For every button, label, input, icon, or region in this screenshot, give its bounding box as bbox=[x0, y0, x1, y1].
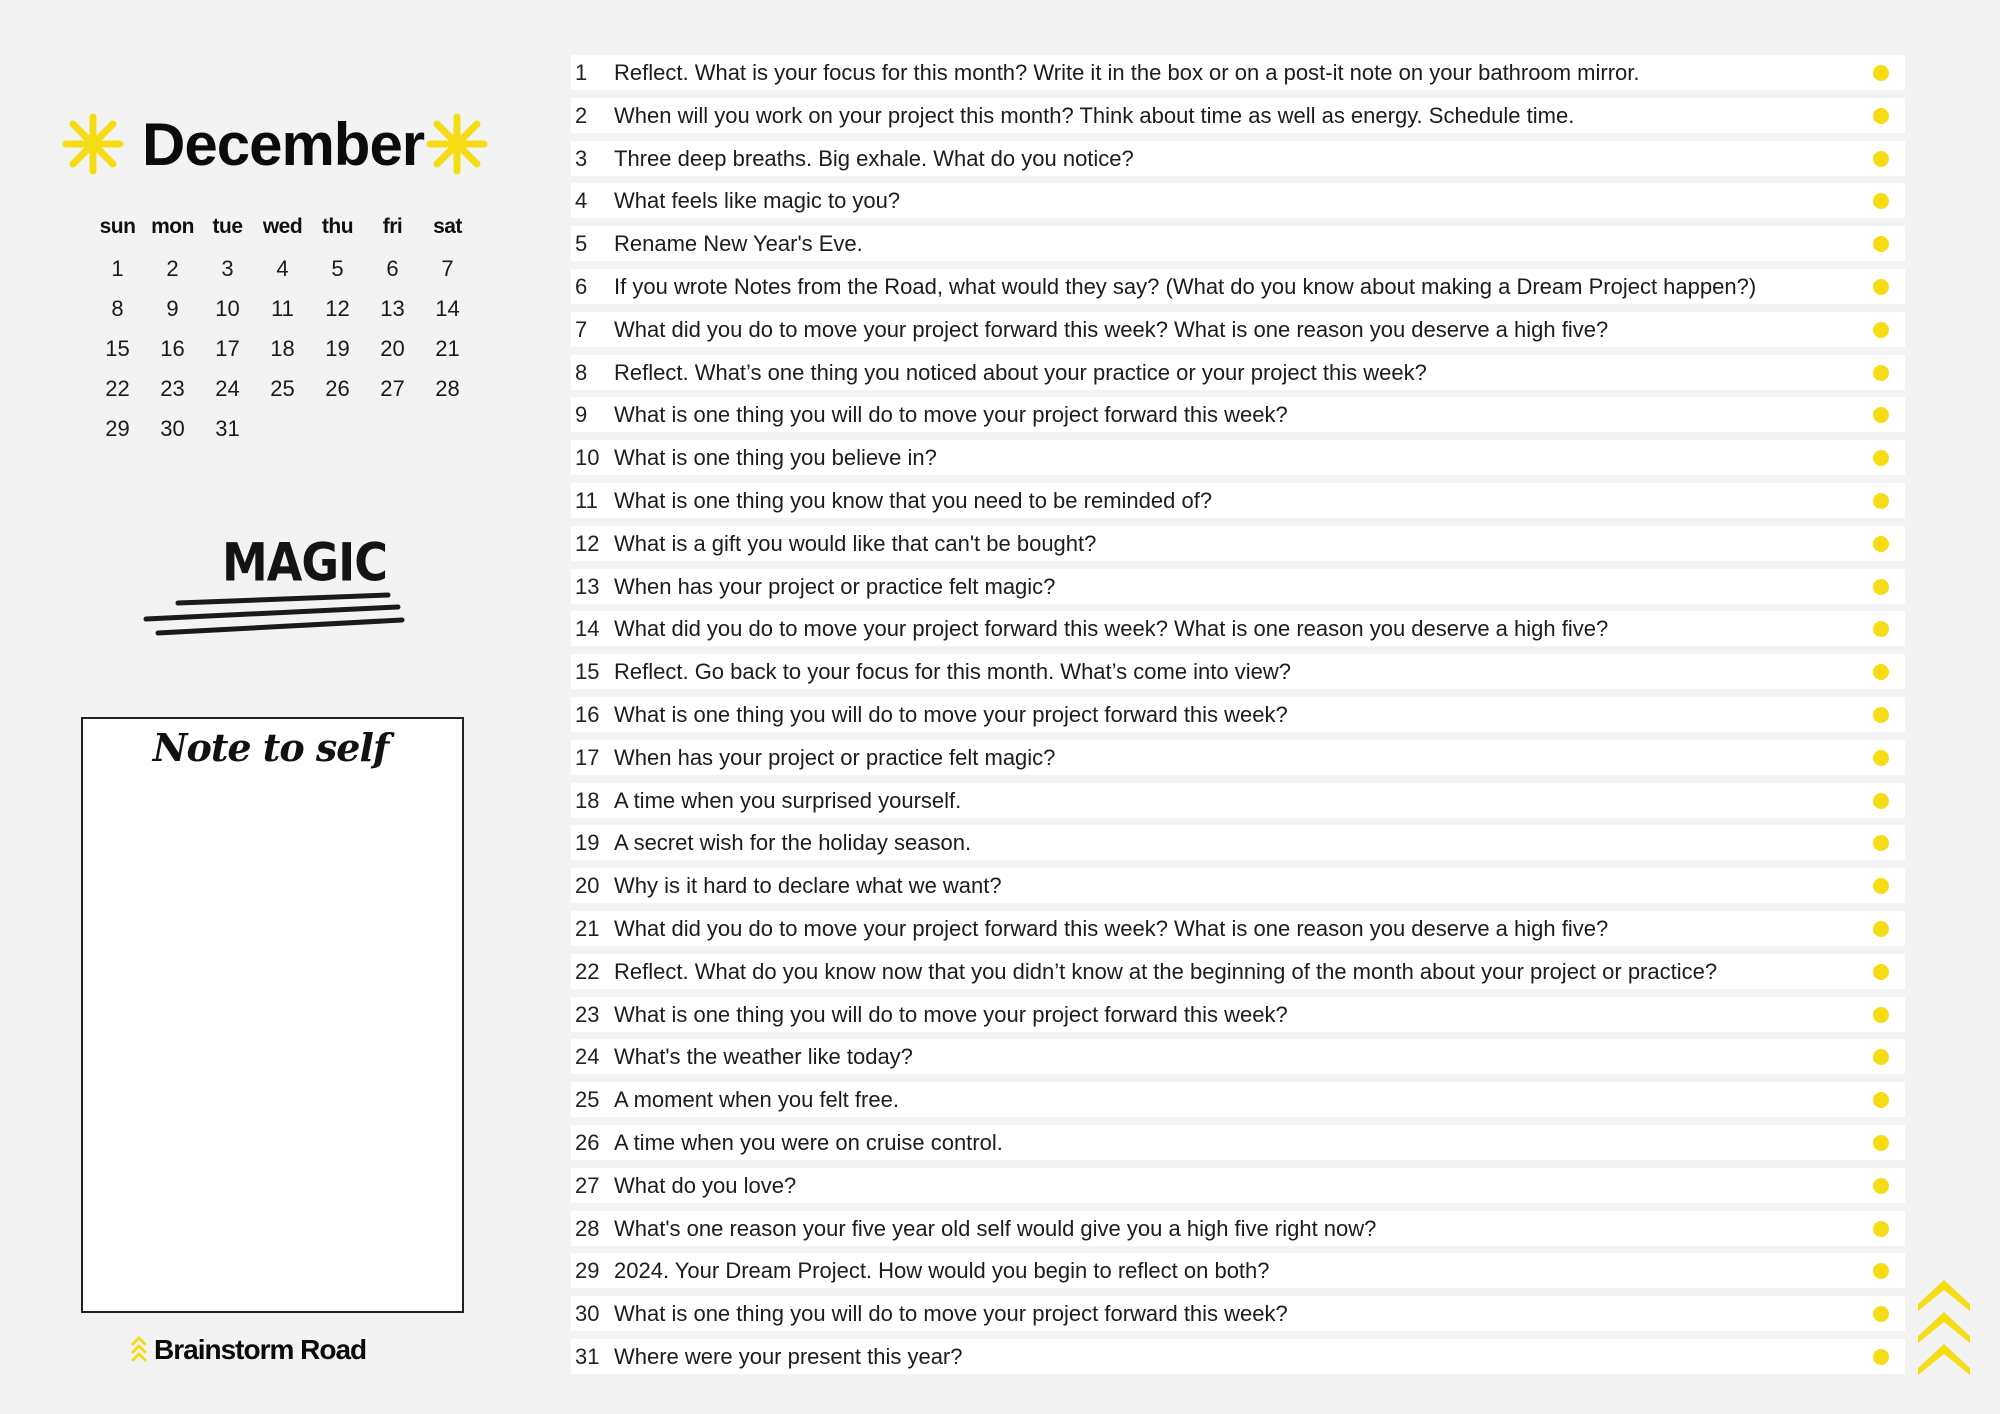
weekday-header: sat bbox=[433, 215, 462, 238]
prompt-row bbox=[571, 954, 1905, 989]
prompt-text: When has your project or practice felt magic? bbox=[614, 573, 1056, 599]
note-title: Note to self bbox=[152, 725, 389, 770]
prompt-day-number: 20 bbox=[575, 873, 600, 899]
completion-dot-icon[interactable] bbox=[1873, 664, 1889, 680]
prompt-day-number: 12 bbox=[575, 530, 600, 556]
calendar-day bbox=[365, 409, 420, 449]
prompt-row bbox=[571, 1296, 1905, 1331]
prompt-day-number: 26 bbox=[575, 1129, 600, 1155]
completion-dot-icon[interactable] bbox=[1873, 450, 1889, 466]
calendar-day[interactable]: 18 bbox=[270, 336, 295, 361]
calendar-day[interactable]: 29 bbox=[105, 416, 130, 441]
completion-dot-icon[interactable] bbox=[1873, 108, 1889, 124]
prompt-day-number: 8 bbox=[575, 359, 588, 385]
calendar-day[interactable]: 10 bbox=[215, 296, 240, 321]
calendar-day[interactable]: 1 bbox=[111, 256, 124, 281]
completion-dot-icon[interactable] bbox=[1873, 835, 1889, 851]
prompt-day-number: 23 bbox=[575, 1001, 600, 1027]
prompt-day-number: 7 bbox=[575, 316, 588, 342]
magic-section bbox=[140, 530, 420, 645]
prompt-row bbox=[571, 1082, 1905, 1117]
prompt-text: Why is it hard to declare what we want? bbox=[614, 873, 1002, 899]
prompt-row bbox=[571, 226, 1905, 261]
prompt-day-number: 2 bbox=[575, 102, 588, 128]
prompt-text: When has your project or practice felt magic? bbox=[614, 744, 1056, 770]
prompt-day-number: 14 bbox=[575, 616, 600, 642]
prompt-row bbox=[571, 783, 1905, 818]
prompt-text: Reflect. What is your focus for this month? Write it in the box or on a post-it note on your bathroom mirror. bbox=[614, 60, 1640, 85]
prompt-day-number: 30 bbox=[575, 1301, 600, 1327]
prompt-row bbox=[571, 868, 1905, 903]
calendar-day[interactable]: 8 bbox=[111, 296, 124, 321]
sparkle-icon bbox=[62, 113, 124, 175]
calendar-day[interactable]: 13 bbox=[380, 296, 405, 321]
completion-dot-icon[interactable] bbox=[1873, 365, 1889, 381]
prompt-row bbox=[571, 997, 1905, 1032]
prompt-row bbox=[571, 569, 1905, 604]
prompt-row bbox=[571, 1253, 1905, 1288]
completion-dot-icon[interactable] bbox=[1873, 921, 1889, 937]
completion-dot-icon[interactable] bbox=[1873, 707, 1889, 723]
magic-label: MAGIC bbox=[222, 530, 388, 594]
prompt-day-number: 29 bbox=[575, 1258, 600, 1284]
completion-dot-icon[interactable] bbox=[1873, 322, 1889, 338]
prompt-row bbox=[571, 654, 1905, 689]
prompt-text: A time when you were on cruise control. bbox=[614, 1129, 1003, 1155]
prompt-day-number: 11 bbox=[575, 487, 598, 513]
completion-dot-icon[interactable] bbox=[1873, 878, 1889, 894]
prompt-row bbox=[571, 1211, 1905, 1246]
prompt-day-number: 4 bbox=[575, 188, 588, 214]
prompt-text: What did you do to move your project forward this week? What is one reason you deserve a high five? bbox=[614, 316, 1609, 342]
prompt-day-number: 17 bbox=[575, 744, 600, 770]
brand-name: Brainstorm Road bbox=[154, 1334, 367, 1365]
calendar-day[interactable]: 23 bbox=[160, 376, 185, 401]
completion-dot-icon[interactable] bbox=[1873, 1349, 1889, 1365]
completion-dot-icon[interactable] bbox=[1873, 65, 1889, 81]
completion-dot-icon[interactable] bbox=[1873, 407, 1889, 423]
prompt-row bbox=[571, 440, 1905, 475]
prompt-row bbox=[571, 55, 1905, 90]
completion-dot-icon[interactable] bbox=[1873, 579, 1889, 595]
prompt-text: What is a gift you would like that can't be bought? bbox=[614, 530, 1097, 556]
prompt-text: When will you work on your project this month? Think about time as well as energy. Schedule time. bbox=[614, 102, 1575, 128]
prompt-text: A moment when you felt free. bbox=[614, 1087, 899, 1113]
calendar-day[interactable]: 11 bbox=[271, 296, 294, 321]
calendar-grid bbox=[90, 205, 480, 449]
completion-dot-icon[interactable] bbox=[1873, 1178, 1889, 1194]
prompt-day-number: 21 bbox=[575, 915, 600, 941]
sparkle-icon bbox=[426, 113, 488, 175]
prompt-text: What is one thing you know that you need to be reminded of? bbox=[614, 487, 1213, 513]
calendar-day[interactable]: 4 bbox=[276, 256, 289, 281]
prompt-text: What's one reason your five year old self would give you a high five right now? bbox=[614, 1215, 1377, 1241]
prompt-text: What did you do to move your project forward this week? What is one reason you deserve a high five? bbox=[614, 915, 1609, 941]
prompt-day-number: 6 bbox=[575, 273, 588, 299]
chevron-up-icon bbox=[130, 1335, 148, 1365]
calendar-day[interactable]: 6 bbox=[386, 256, 399, 281]
completion-dot-icon[interactable] bbox=[1873, 493, 1889, 509]
prompt-day-number: 25 bbox=[575, 1087, 600, 1113]
prompt-text: 2024. Your Dream Project. How would you begin to reflect on both? bbox=[614, 1258, 1270, 1284]
weekday-header: wed bbox=[262, 215, 303, 238]
calendar-day[interactable]: 22 bbox=[105, 376, 130, 401]
calendar-day[interactable]: 5 bbox=[331, 256, 344, 281]
prompt-row bbox=[571, 98, 1905, 133]
prompt-text: Reflect. What’s one thing you noticed about your practice or your project this week? bbox=[614, 359, 1427, 385]
underline-strokes-icon bbox=[140, 535, 420, 645]
prompt-day-number: 15 bbox=[575, 659, 600, 685]
calendar-day[interactable]: 12 bbox=[325, 296, 350, 321]
prompt-row bbox=[571, 312, 1905, 347]
completion-dot-icon[interactable] bbox=[1873, 1007, 1889, 1023]
prompt-row bbox=[571, 397, 1905, 432]
calendar-day[interactable]: 25 bbox=[270, 376, 295, 401]
prompt-text: What feels like magic to you? bbox=[614, 188, 901, 214]
prompt-row bbox=[571, 1168, 1905, 1203]
weekday-header: mon bbox=[151, 215, 194, 238]
calendar-day[interactable]: 3 bbox=[221, 256, 234, 281]
prompt-row bbox=[571, 526, 1905, 561]
completion-dot-icon[interactable] bbox=[1873, 151, 1889, 167]
prompt-day-number: 10 bbox=[575, 445, 600, 471]
calendar-day bbox=[420, 409, 475, 449]
prompt-text: What's the weather like today? bbox=[614, 1044, 913, 1070]
calendar-day[interactable]: 15 bbox=[105, 336, 130, 361]
prompt-row bbox=[571, 1125, 1905, 1160]
completion-dot-icon[interactable] bbox=[1873, 1263, 1889, 1279]
prompt-day-number: 13 bbox=[575, 573, 600, 599]
completion-dot-icon[interactable] bbox=[1873, 1221, 1889, 1237]
completion-dot-icon[interactable] bbox=[1873, 1092, 1889, 1108]
prompt-row bbox=[571, 355, 1905, 390]
calendar-day[interactable]: 17 bbox=[215, 336, 240, 361]
completion-dot-icon[interactable] bbox=[1873, 1135, 1889, 1151]
prompt-day-number: 24 bbox=[575, 1044, 600, 1070]
prompt-text: Where were your present this year? bbox=[614, 1343, 963, 1369]
calendar-day[interactable]: 9 bbox=[166, 296, 179, 321]
prompt-day-number: 1 bbox=[575, 60, 588, 85]
prompt-text: What is one thing you will do to move your project forward this week? bbox=[614, 701, 1288, 727]
calendar-day[interactable]: 27 bbox=[380, 376, 405, 401]
prompt-text: What is one thing you will do to move your project forward this week? bbox=[614, 402, 1288, 428]
calendar-day[interactable]: 20 bbox=[380, 336, 405, 361]
calendar-day[interactable]: 16 bbox=[160, 336, 185, 361]
prompt-day-number: 18 bbox=[575, 787, 600, 813]
calendar-day[interactable]: 21 bbox=[435, 336, 460, 361]
weekday-header: fri bbox=[382, 215, 403, 238]
prompt-day-number: 5 bbox=[575, 231, 588, 257]
completion-dot-icon[interactable] bbox=[1873, 621, 1889, 637]
prompt-text: Three deep breaths. Big exhale. What do you notice? bbox=[614, 145, 1134, 171]
completion-dot-icon[interactable] bbox=[1873, 193, 1889, 209]
completion-dot-icon[interactable] bbox=[1873, 793, 1889, 809]
calendar-day[interactable]: 14 bbox=[435, 296, 460, 321]
prompt-row bbox=[571, 483, 1905, 518]
prompt-row bbox=[571, 1339, 1905, 1374]
prompt-text: What is one thing you believe in? bbox=[614, 445, 937, 471]
prompt-day-number: 16 bbox=[575, 701, 600, 727]
prompt-row bbox=[571, 911, 1905, 946]
prompt-row bbox=[571, 740, 1905, 775]
daily-prompts-list bbox=[571, 55, 1905, 1382]
calendar-day[interactable]: 30 bbox=[160, 416, 185, 441]
prompt-day-number: 31 bbox=[575, 1343, 600, 1369]
completion-dot-icon[interactable] bbox=[1873, 536, 1889, 552]
prompt-day-number: 27 bbox=[575, 1172, 600, 1198]
prompt-text: Rename New Year's Eve. bbox=[614, 231, 863, 257]
completion-dot-icon[interactable] bbox=[1873, 1306, 1889, 1322]
prompt-row bbox=[571, 269, 1905, 304]
calendar-day[interactable]: 19 bbox=[325, 336, 350, 361]
prompt-text: Reflect. What do you know now that you didn’t know at the beginning of the month about your project or practice? bbox=[614, 958, 1718, 984]
completion-dot-icon[interactable] bbox=[1873, 964, 1889, 980]
prompt-text: A time when you surprised yourself. bbox=[614, 787, 962, 813]
completion-dot-icon[interactable] bbox=[1873, 279, 1889, 295]
calendar-day bbox=[255, 409, 310, 449]
prompt-day-number: 19 bbox=[575, 830, 600, 856]
prompt-text: What is one thing you will do to move your project forward this week? bbox=[614, 1301, 1288, 1327]
calendar-day[interactable]: 26 bbox=[325, 376, 350, 401]
calendar-day[interactable]: 24 bbox=[215, 376, 240, 401]
brand-logo bbox=[130, 1330, 366, 1370]
prompt-row bbox=[571, 183, 1905, 218]
prompt-day-number: 22 bbox=[575, 958, 600, 984]
prompt-row bbox=[571, 141, 1905, 176]
completion-dot-icon[interactable] bbox=[1873, 236, 1889, 252]
chevron-up-icon bbox=[1918, 1280, 1970, 1376]
weekday-header: sun bbox=[99, 215, 136, 238]
calendar-day[interactable]: 31 bbox=[215, 416, 240, 441]
prompt-text: Reflect. Go back to your focus for this month. What’s come into view? bbox=[614, 659, 1291, 685]
calendar-day bbox=[310, 409, 365, 449]
month-title: December bbox=[142, 111, 425, 178]
prompt-row bbox=[571, 1039, 1905, 1074]
prompt-text: If you wrote Notes from the Road, what would they say? (What do you know about making a Dream Project happen?) bbox=[614, 273, 1757, 299]
prompt-row bbox=[571, 825, 1905, 860]
prompt-day-number: 9 bbox=[575, 402, 588, 428]
prompt-day-number: 3 bbox=[575, 145, 588, 171]
completion-dot-icon[interactable] bbox=[1873, 750, 1889, 766]
calendar-day[interactable]: 28 bbox=[435, 376, 460, 401]
note-to-self-box[interactable] bbox=[81, 717, 464, 1313]
prompt-text: What is one thing you will do to move your project forward this week? bbox=[614, 1001, 1288, 1027]
prompt-row bbox=[571, 611, 1905, 646]
prompt-text: What do you love? bbox=[614, 1172, 797, 1198]
weekday-header: thu bbox=[321, 215, 354, 238]
completion-dot-icon[interactable] bbox=[1873, 1049, 1889, 1065]
prompt-row bbox=[571, 697, 1905, 732]
prompt-text: A secret wish for the holiday season. bbox=[614, 830, 972, 856]
prompt-text: What did you do to move your project forward this week? What is one reason you deserve a high five? bbox=[614, 616, 1609, 642]
calendar-day[interactable]: 2 bbox=[166, 256, 179, 281]
prompt-day-number: 28 bbox=[575, 1215, 600, 1241]
weekday-header: tue bbox=[212, 215, 243, 238]
mini-calendar bbox=[90, 205, 480, 449]
calendar-day[interactable]: 7 bbox=[441, 256, 454, 281]
month-header bbox=[60, 105, 490, 185]
